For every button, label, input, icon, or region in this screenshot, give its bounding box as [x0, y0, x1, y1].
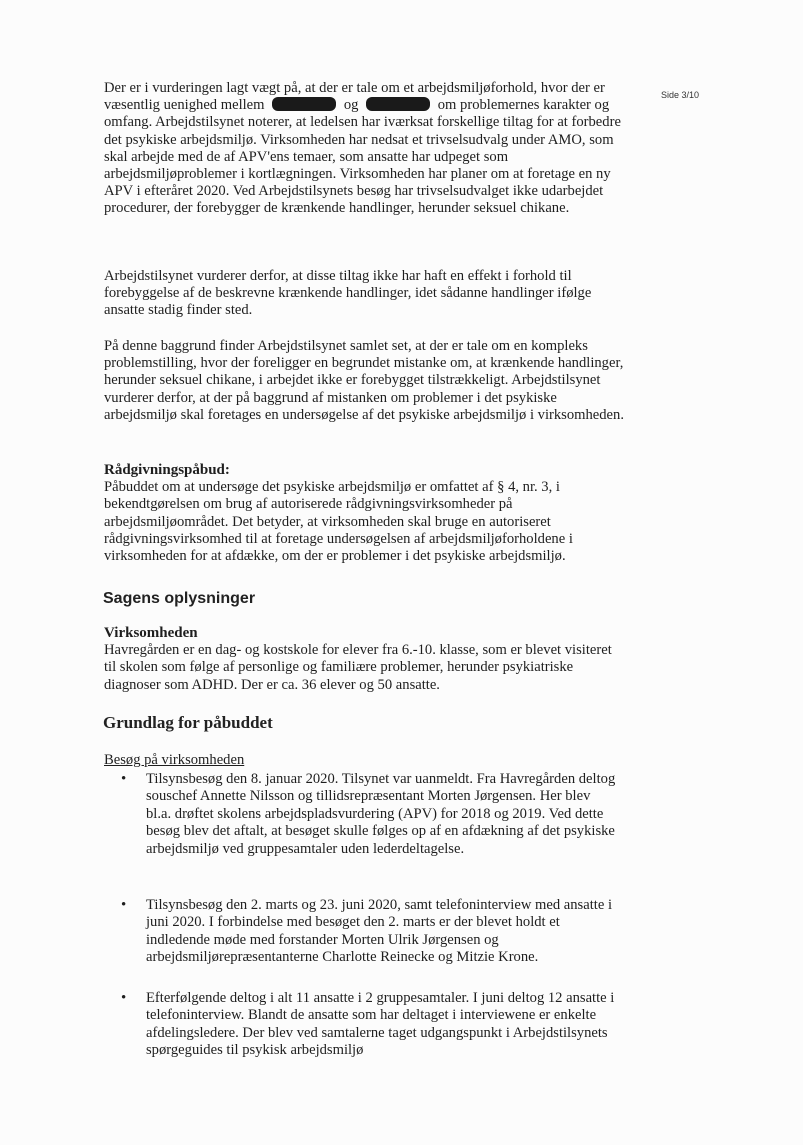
paragraph-evaluation: [104, 268, 624, 320]
radgivning-heading: Rådgivningspåbud:: [104, 462, 230, 478]
bullet-marker: •: [121, 771, 127, 787]
bullet-item: Efterfølgende deltog i alt 11 ansatte i 2 gruppesamtaler. I juni deltog 12 ansatte i telefoninterview. Blandt de ansatte som har deltaget i interviewene er enkelte afdelingsledere. Der blev ved samtalerne taget udgangspunkt i Arbejdstilsynets spørgeguides til psykisk arbejdsmiljø: [146, 990, 615, 1059]
virksomheden-text: Havregården er en dag- og kostskole for elever fra 6.-10. klasse, som er blevet visiteret til skolen som følge af personlige og familiære problemer, herunder psykiatriske diagnoser som ADHD. Der er ca. 36 elever og 50 ansatte.: [104, 642, 612, 693]
bullet-marker: •: [121, 990, 127, 1006]
redaction-mark: [272, 97, 336, 111]
page-number-label: Side 3/10: [661, 90, 700, 100]
virksomheden-heading: Virksomheden: [104, 625, 198, 641]
sagens-oplysninger-title: Sagens oplysninger: [103, 590, 256, 607]
besog-heading: Besøg på virksomheden: [104, 752, 245, 768]
paragraph-text: Arbejdstilsynet vurderer derfor, at disse tiltag ikke har haft en effekt i forhold til forebyggelse af de beskrevne krænkende handlinger, idet sådanne handlinger ifølge ansatte stadig finder sted.: [104, 268, 592, 319]
section-radgivning: [104, 462, 624, 565]
grundlag-title: Grundlag for påbuddet: [103, 713, 273, 732]
paragraph-text: På denne baggrund finder Arbejdstilsynet samlet set, at der er tale om en kompleks problemstilling, hvor der foreligger en begrundet mistanke om, at krænkende handlinger, herunder seksuel chikane, i arbejdet ikke er forebygget tilstrækkeligt. Arbejdstilsynet vurderer derfor, at der på baggrund af mistanken om problemer i det psykiske arbejdsmiljø skal foretages en undersøgelse af det psykiske arbejdsmiljø i virksomheden.: [104, 338, 624, 423]
paragraph-conclusion: [104, 338, 624, 424]
paragraph-assessment: [104, 80, 624, 218]
section-virksomheden: [104, 625, 624, 694]
paragraph-text: Der er i vurderingen lagt vægt på, at der er tale om et arbejdsmiljøforhold, hvor der er væsentlig uenighed mellem: [104, 80, 605, 114]
bullet-marker: •: [121, 897, 127, 913]
redaction-mark: [366, 97, 430, 111]
radgivning-text: Påbuddet om at undersøge det psykiske arbejdsmiljø er omfattet af § 4, nr. 3, i bekendtgørelsen om brug af autoriserede rådgivningsvirksomheder på arbejdsmiljøområdet. Det betyder, at virksomheden skal bruge en autoriseret rådgivningsvirksomhed til at foretage undersøgelsen af arbejdsmiljøforholdene i virksomheden for at afdække, om der er problemer i det psykiske arbejdsmiljø.: [104, 479, 573, 565]
bullet-item: Tilsynsbesøg den 2. marts og 23. juni 2020, samt telefoninterview med ansatte i juni 2020. I forbindelse med besøget den 2. marts er der blevet holdt et indledende møde med forstander Morten Ulrik Jørgensen og arbejdsmiljørepræsentanterne Charlotte Reinecke og Mitzie Krone.: [146, 897, 612, 966]
bullet-item: Tilsynsbesøg den 8. januar 2020. Tilsynet var uanmeldt. Fra Havregården deltog souschef Annette Nilsson og tillidsrepræsentant Morten Jørgensen. Her blev bl.a. drøftet skolens arbejdspladsvurdering (APV) for 2018 og 2019. Ved dette besøg blev det aftalt, at besøget skulle følges op af en afdækning af det psykiske arbejdsmiljø ved gruppesamtaler uden lederdeltagelse.: [146, 771, 616, 857]
paragraph-text: og: [343, 97, 359, 114]
paragraph-text: om problemernes karakter og omfang. Arbejdstilsynet noterer, at ledelsen har iværksat forskellige tiltag for at forbedre det psykiske arbejdsmiljø. Virksomheden har nedsat et trivselsudvalg under AMO, som skal arbejde med de af APV'ens temaer, som ansatte har udpeget som arbejdsmiljøproblemer i kortlægningen. Virksomheden har planer om at foretage en ny APV i efteråret 2020. Ved Arbejdstilsynets besøg har trivselsudvalget ikke udarbejdet procedurer, der forebygger de krænkende handlinger, herunder seksuel chikane.: [104, 97, 621, 217]
